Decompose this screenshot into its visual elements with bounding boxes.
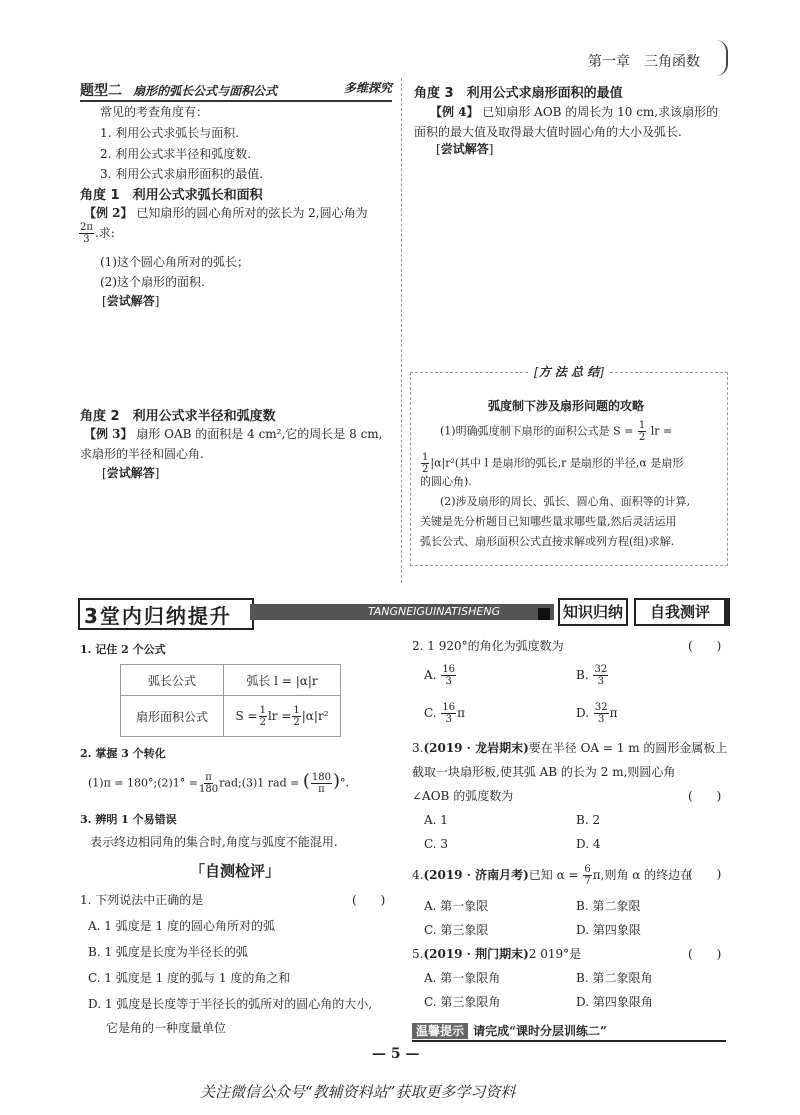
answer-blank[interactable]: ( ) [352,893,386,907]
tab-self-test: 自我测评 [634,598,730,626]
option: B. 1 弧度是长度为半径长的弧 [88,945,248,959]
answer-blank[interactable]: ( ) [688,947,722,961]
banner-title: 3堂内归纳提升 [84,604,232,628]
option: D. 1 弧度是长度等于半径长的弧所对的圆心角的大小, [88,997,373,1011]
option: B. 2 [576,813,601,827]
option: A. 第一象限 [424,899,489,913]
answer-blank[interactable]: ( ) [688,639,722,653]
option: 它是角的一种度量单位 [106,1021,227,1035]
example-label: 【例 3】 [84,427,133,441]
question-stem: 4.(2019 · 济南月考)已知 α = $\frac{6}{7}$ π,则角 α 的终边在 [412,864,693,887]
option: A. $\frac{16}{3}$ [424,664,456,687]
section-heading [80,80,392,102]
point-text: 表示终边相同角的集合时,角度与弧度不能混用. [90,835,338,849]
option: A. 1 弧度是 1 度的圆心角所对的弧 [88,919,276,933]
option: C. 第三象限角 [424,995,501,1009]
tab-knowledge: 知识归纳 [558,598,628,626]
option: C. 3 [424,837,449,851]
option: D. 第四象限角 [576,995,653,1009]
footer-note: 关注微信公众号“教辅资料站”获取更多学习资料 [200,1083,516,1101]
option: D. 4 [576,837,601,851]
question-item: (2)这个扇形的面积. [100,275,205,289]
example-text: 求扇形的半径和圆心角. [80,447,204,461]
option: D. 第四象限 [576,923,641,937]
summary-line: 的圆心角). [420,475,472,488]
option: B. 第二象限 [576,899,641,913]
example-text: 已知扇形 AOB 的周长为 10 cm,求该扇形的 [482,105,719,119]
reminder-bar [412,1020,726,1042]
option: D. $\frac{32}{3}$ π [576,702,618,725]
question-stem: 3.(2019 · 龙岩期末)要在半径 OA = 1 m 的圆形金属板上 [412,741,728,755]
summary-line: 关键是先分析题目已知哪些量求哪些量,然后灵活运用 [420,515,677,528]
question-stem: 截取一块扇形板,使其弧 AB 的长为 2 m,则圆心角 [412,765,676,779]
point-heading: 1. 记住 2 个公式 [80,643,166,656]
intro-text: 常见的考查角度有： [100,105,209,119]
angle3-heading: 角度 3 利用公式求扇形面积的最值 [414,86,623,101]
banner-pinyin: TANGNEIGUINATISHENG [368,605,501,618]
point-heading: 3. 辨明 1 个易错误 [80,813,177,826]
example-label: 【例 2】 [84,206,133,220]
summary-line: 弧长公式、扇形面积公式直接求解或列方程(组)求解. [420,535,675,548]
question-item: (1)这个圆心角所对的弧长； [100,255,249,269]
table-row: 扇形面积公式 S = $\frac{1}{2}$ lr = $\frac{1}{2}$ |α|r² [121,696,341,737]
section-title: 扇形的弧长公式与面积公式 [133,84,278,98]
summary-line: $\frac{1}{2}$ |α|r²(其中 l 是扇形的弧长,r 是扇形的半径,α 是扇形 [422,452,684,475]
self-test-title: 「自测检评」 [190,862,281,880]
option: C. 第三象限 [424,923,489,937]
option: C. 1 弧度是 1 度的弧与 1 度的角之和 [88,971,291,985]
chapter-bracket [716,40,728,76]
table-row: 弧长公式 弧长 l = |α|r [121,665,341,696]
list-item: 2. 利用公式求半径和弧度数. [100,147,252,161]
example-label: 【例 4】 [430,105,479,119]
summary-line: (2)涉及扇形的周长、弧长、圆心角、面积等的计算, [440,495,691,508]
reminder-text: 请完成“课时分层训练二” [473,1024,607,1038]
try-answer-label: [尝试解答] [102,466,160,480]
list-item: 3. 利用公式求扇形面积的最值. [100,167,264,181]
question-stem: 2. 1 920°的角化为弧度数为 [412,639,564,653]
example-tail: .求: [94,226,115,240]
summary-line: (1)明确弧度制下扇形的面积公式是 S = $\frac{1}{2}$ lr = [440,420,673,443]
try-answer-label: [尝试解答] [436,142,494,156]
try-answer-label: [尝试解答] [102,294,160,308]
summary-tag: [方 法 总 结] [528,364,610,380]
point-heading: 2. 掌握 3 个转化 [80,747,166,760]
section-label: 题型二 [80,83,122,99]
angle1-heading: 角度 1 利用公式求弧长和面积 [80,188,263,203]
option: B. $\frac{32}{3}$ [576,664,608,687]
chapter-title: 第一章 三角函数 [588,54,700,70]
option: A. 第一象限角 [424,971,501,985]
section-tag: 多维探究 [343,81,392,95]
option: B. 第二象限角 [576,971,653,985]
section-banner [78,598,726,626]
list-item: 1. 利用公式求弧长与面积. [100,126,240,140]
answer-blank[interactable]: ( ) [688,789,722,803]
fraction: $\frac{2\pi}{3}$ [80,222,93,245]
conversion-line: (1)π = 180°;(2)1° = $\frac{\pi}{180}$ rad;(3)1 rad = ( $\frac{180}{\pi}$ )°. [88,770,349,795]
page-number: — 5 — [372,1046,420,1062]
answer-blank[interactable]: ( ) [688,867,722,881]
question-stem: 1. 下列说法中正确的是 [80,893,204,907]
option: C. $\frac{16}{3}$ π [424,702,466,725]
question-stem: ∠AOB 的弧度数为 [412,789,514,803]
angle2-heading: 角度 2 利用公式求半径和弧度数 [80,409,276,424]
example-text: 扇形 OAB 的面积是 4 cm²,它的周长是 8 cm, [136,427,383,441]
formula-table [120,664,341,737]
column-divider [401,78,402,583]
option: A. 1 [424,813,448,827]
example-text: 面积的最大值及取得最大值时圆心角的大小及弧长. [414,125,682,139]
example-text: 已知扇形的圆心角所对的弦长为 2,圆心角为 [136,206,368,220]
question-stem: 5.(2019 · 荆门期末)2 019°是 [412,947,582,961]
reminder-label: 温馨提示 [412,1023,468,1039]
summary-title: 弧度制下涉及扇形问题的攻略 [488,399,645,413]
